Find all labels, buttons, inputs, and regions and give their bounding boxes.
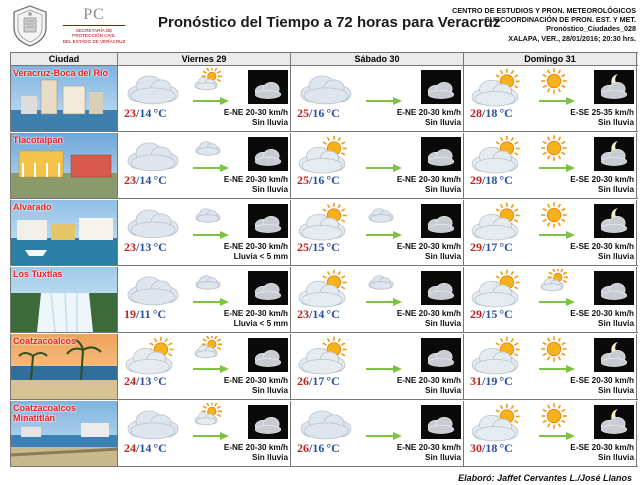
column-header-city: Ciudad	[10, 53, 118, 66]
cloudy-icon	[120, 135, 186, 177]
temp-unit: °C	[499, 374, 513, 388]
temperature-range	[124, 173, 167, 188]
rain-text: Sin lluvia	[598, 385, 634, 395]
temp-unit: °C	[153, 106, 167, 120]
arrow-right-icon	[538, 364, 576, 374]
partly-cloudy-icon	[466, 336, 532, 378]
arrow-right-icon	[192, 163, 230, 173]
arrow-right-icon	[538, 431, 576, 441]
temp-high: 29	[470, 173, 482, 187]
temperature-range	[297, 173, 340, 188]
day-forecast-cell	[118, 401, 291, 466]
temp-unit: °C	[153, 173, 167, 187]
wind-text: E-NE 20-30 km/h	[223, 108, 288, 117]
temp-high: 23	[124, 240, 136, 254]
day-forecast-cell	[118, 200, 291, 265]
night-cloudy-icon	[248, 405, 288, 439]
day-forecast-cell	[291, 267, 464, 332]
arrow-right-icon	[365, 431, 403, 441]
temp-unit: °C	[326, 106, 340, 120]
sun-icon	[538, 202, 570, 228]
wind-rain-info	[224, 175, 288, 194]
partly-cloudy-icon	[293, 336, 359, 378]
rain-text: Sin lluvia	[425, 251, 461, 261]
temp-separator: /	[309, 240, 313, 254]
wind-rain-info	[397, 175, 461, 194]
arrow-right-icon	[192, 297, 230, 307]
wind-text: E-NE 20-30 km/h	[223, 242, 288, 251]
wind-rain-info	[397, 242, 461, 261]
temp-separator: /	[482, 240, 486, 254]
day-forecast-cell	[464, 133, 637, 198]
temp-low: 18	[485, 106, 498, 120]
temperature-range	[297, 106, 340, 121]
night-cloudy-icon	[248, 137, 288, 171]
temp-unit: °C	[326, 173, 340, 187]
wind-text: E-SE 20-30 km/h	[570, 443, 634, 452]
partly-cloudy-icon	[466, 135, 532, 177]
cloudy-icon	[120, 269, 186, 311]
city-row	[10, 401, 638, 467]
night-cloudy-icon	[421, 137, 461, 171]
day-forecast-cell	[464, 200, 637, 265]
city-cell	[10, 334, 118, 399]
temp-low: 15	[485, 307, 498, 321]
temp-unit: °C	[153, 240, 167, 254]
temp-high: 25	[297, 240, 309, 254]
column-header-day1: Viernes 29	[118, 53, 291, 66]
wind-rain-info	[570, 108, 634, 127]
temperature-range	[470, 307, 513, 322]
sun-icon	[538, 403, 570, 429]
cloudy-icon	[365, 269, 397, 295]
day-forecast-cell	[118, 267, 291, 332]
rain-text: Sin lluvia	[252, 452, 288, 462]
wind-rain-info	[224, 108, 288, 127]
day-forecast-cell	[118, 66, 291, 131]
temp-unit: °C	[153, 441, 167, 455]
city-name: Los Tuxtlas	[13, 269, 63, 279]
partly-cloudy-icon	[466, 403, 532, 445]
wind-text: E-NE 20-30 km/h	[396, 242, 461, 251]
page-header	[0, 0, 640, 52]
wind-rain-info	[397, 108, 461, 127]
agency-line-4: XALAPA, VER., 28/01/2016; 20:30 hrs.	[508, 33, 636, 43]
day-forecast-cell	[291, 133, 464, 198]
wind-text: E-SE 20-30 km/h	[570, 376, 634, 385]
partly-cloudy-icon	[293, 202, 359, 244]
arrow-right-icon	[365, 163, 403, 173]
rain-text: Sin lluvia	[252, 117, 288, 127]
rain-text: Sin lluvia	[425, 385, 461, 395]
arrow-right-icon	[192, 364, 230, 374]
agency-logo	[58, 6, 130, 44]
temp-high: 29	[470, 307, 482, 321]
night-moon-cloud-icon	[594, 70, 634, 104]
temp-high: 26	[297, 374, 309, 388]
arrow-right-icon	[538, 230, 576, 240]
temp-low: 17	[485, 240, 498, 254]
wind-rain-info	[397, 309, 461, 328]
temp-high: 23	[297, 307, 309, 321]
sun-icon	[538, 336, 570, 362]
night-cloudy-icon	[248, 204, 288, 238]
temp-unit: °C	[326, 441, 340, 455]
temp-low: 14	[139, 441, 152, 455]
cloudy-icon	[120, 403, 186, 445]
day-forecast-cell	[291, 401, 464, 466]
rain-text: Sin lluvia	[252, 385, 288, 395]
temp-separator: /	[482, 374, 486, 388]
temp-separator: /	[136, 374, 140, 388]
temperature-range	[297, 374, 340, 389]
partly-cloudy-icon	[120, 336, 186, 378]
agency-line-3: Pronóstico_Ciudades_028	[546, 24, 636, 34]
temp-low: 19	[485, 374, 498, 388]
wind-text: E-SE 20-30 km/h	[570, 242, 634, 251]
arrow-right-icon	[538, 96, 576, 106]
arrow-right-icon	[365, 297, 403, 307]
night-cloudy-icon	[421, 338, 461, 372]
temp-high: 26	[297, 441, 309, 455]
temp-separator: /	[482, 307, 486, 321]
temp-low: 16	[312, 173, 325, 187]
rain-text: Sin lluvia	[252, 184, 288, 194]
partly-cloudy-icon	[466, 269, 532, 311]
wind-text: E-NE 20-30 km/h	[396, 108, 461, 117]
temp-separator: /	[136, 307, 140, 321]
cloudy-icon	[192, 202, 224, 228]
night-moon-cloud-icon	[594, 405, 634, 439]
wind-rain-info	[570, 309, 634, 328]
forecast-table	[10, 52, 638, 470]
wind-text: E-NE 20-30 km/h	[223, 309, 288, 318]
city-cell	[10, 200, 118, 265]
temp-high: 28	[470, 106, 482, 120]
city-name: Tlacotalpan	[13, 135, 64, 145]
wind-text: E-NE 20-30 km/h	[396, 309, 461, 318]
sun-icon	[538, 68, 570, 94]
temp-unit: °C	[326, 307, 340, 321]
agency-line-2: SUBCOORDINACIÓN DE PRON. EST. Y MET.	[484, 15, 636, 25]
cloudy-icon	[120, 202, 186, 244]
cloudy-icon	[120, 68, 186, 110]
temp-separator: /	[309, 307, 313, 321]
temp-low: 16	[312, 441, 325, 455]
temp-low: 13	[139, 240, 152, 254]
wind-rain-info	[224, 376, 288, 395]
partly-cloudy-icon	[466, 68, 532, 110]
sun-icon	[538, 135, 570, 161]
temp-high: 24	[124, 374, 136, 388]
partly-cloudy-icon	[466, 202, 532, 244]
logo-sub-2: PROTECCIÓN CIVIL	[72, 33, 116, 39]
temp-separator: /	[309, 173, 313, 187]
cloudy-icon	[192, 269, 224, 295]
rain-text: Sin lluvia	[598, 318, 634, 328]
temp-separator: /	[136, 240, 140, 254]
night-moon-cloud-icon	[594, 204, 634, 238]
cloudy-icon	[293, 68, 359, 110]
temp-high: 29	[470, 240, 482, 254]
wind-rain-info	[224, 309, 288, 328]
logo-sub-3: DEL ESTADO DE VERACRUZ	[62, 38, 126, 44]
city-cell	[10, 267, 118, 332]
temperature-range	[297, 240, 340, 255]
temp-low: 14	[139, 173, 152, 187]
temperature-range	[124, 240, 167, 255]
temperature-range	[124, 106, 167, 121]
day-forecast-cell	[291, 66, 464, 131]
temp-high: 23	[124, 173, 136, 187]
wind-text: E-SE 20-30 km/h	[570, 309, 634, 318]
wind-rain-info	[570, 376, 634, 395]
temp-high: 30	[470, 441, 482, 455]
city-row	[10, 66, 638, 132]
arrow-right-icon	[538, 297, 576, 307]
temp-high: 19	[124, 307, 136, 321]
wind-rain-info	[570, 443, 634, 462]
logo-pc-text: PC	[83, 6, 105, 23]
temperature-range	[124, 441, 167, 456]
partly-cloudy-icon	[538, 269, 570, 295]
wind-text: E-SE 25-35 km/h	[570, 108, 634, 117]
day-forecast-cell	[464, 66, 637, 131]
cloudy-icon	[192, 135, 224, 161]
city-name: Coatzacoalcos Minatitlán	[13, 403, 77, 423]
logo-sub-1: SECRETARÍA DE	[75, 28, 113, 33]
city-name: Alvarado	[13, 202, 52, 212]
wind-text: E-SE 20-30 km/h	[570, 175, 634, 184]
temp-high: 25	[297, 173, 309, 187]
temperature-range	[470, 374, 513, 389]
footer-credit: Elaboró: Jaffet Cervantes L./José Llanos	[458, 473, 632, 483]
arrow-right-icon	[365, 364, 403, 374]
rain-text: Sin lluvia	[598, 117, 634, 127]
temp-high: 31	[470, 374, 482, 388]
temperature-range	[470, 106, 513, 121]
night-moon-cloud-icon	[594, 137, 634, 171]
day-forecast-cell	[291, 334, 464, 399]
agency-line-1: CENTRO DE ESTUDIOS Y PRON. METEOROLÓGICOS	[452, 6, 636, 15]
wind-rain-info	[397, 443, 461, 462]
night-cloudy-icon	[421, 70, 461, 104]
temp-separator: /	[136, 173, 140, 187]
rain-text: Sin lluvia	[425, 184, 461, 194]
temp-low: 17	[312, 374, 325, 388]
rain-text: Sin lluvia	[598, 251, 634, 261]
column-header-day3: Domingo 31	[464, 53, 637, 66]
city-row	[10, 334, 638, 400]
temp-low: 18	[485, 173, 498, 187]
partly-cloudy-icon	[192, 403, 224, 429]
day-forecast-cell	[291, 200, 464, 265]
temp-unit: °C	[499, 441, 513, 455]
temp-low: 14	[312, 307, 325, 321]
wind-text: E-NE 20-30 km/h	[396, 376, 461, 385]
temperature-range	[470, 240, 513, 255]
night-cloudy-icon	[248, 338, 288, 372]
column-header-day2: Sábado 30	[291, 53, 464, 66]
temp-unit: °C	[499, 106, 513, 120]
wind-text: E-NE 20-30 km/h	[223, 443, 288, 452]
arrow-right-icon	[192, 230, 230, 240]
wind-text: E-NE 20-30 km/h	[223, 376, 288, 385]
wind-text: E-NE 20-30 km/h	[396, 175, 461, 184]
rain-text: Sin lluvia	[598, 184, 634, 194]
temp-unit: °C	[152, 307, 167, 321]
wind-rain-info	[397, 376, 461, 395]
cloudy-icon	[293, 403, 359, 445]
temperature-range	[124, 307, 166, 322]
wind-rain-info	[570, 242, 634, 261]
temp-unit: °C	[326, 374, 340, 388]
day-forecast-cell	[464, 401, 637, 466]
city-cell	[10, 66, 118, 131]
rain-text: Lluvia < 5 mm	[233, 318, 288, 328]
table-header	[10, 52, 638, 66]
night-cloudy-icon	[594, 271, 634, 305]
temp-low: 13	[139, 374, 152, 388]
state-seal-icon	[10, 4, 50, 48]
city-row	[10, 200, 638, 266]
temperature-range	[124, 374, 167, 389]
temp-unit: °C	[499, 173, 513, 187]
arrow-right-icon	[538, 163, 576, 173]
temperature-range	[470, 441, 513, 456]
temp-unit: °C	[499, 240, 513, 254]
partly-cloudy-icon	[293, 135, 359, 177]
city-cell	[10, 133, 118, 198]
day-forecast-cell	[118, 133, 291, 198]
rain-text: Sin lluvia	[425, 318, 461, 328]
temp-separator: /	[482, 441, 486, 455]
night-cloudy-icon	[421, 405, 461, 439]
temp-unit: °C	[326, 240, 340, 254]
city-name: Coatzacoalcos	[13, 336, 77, 346]
arrow-right-icon	[365, 230, 403, 240]
arrow-right-icon	[365, 96, 403, 106]
day-forecast-cell	[464, 267, 637, 332]
partly-cloudy-icon	[192, 68, 224, 94]
temp-unit: °C	[153, 374, 167, 388]
agency-info	[426, 6, 636, 43]
cloudy-icon	[365, 202, 397, 228]
rain-text: Sin lluvia	[598, 452, 634, 462]
rain-text: Lluvia < 5 mm	[233, 251, 288, 261]
temp-low: 18	[485, 441, 498, 455]
night-cloudy-icon	[248, 271, 288, 305]
city-row	[10, 133, 638, 199]
day-forecast-cell	[118, 334, 291, 399]
wind-text: E-NE 20-30 km/h	[223, 175, 288, 184]
day-forecast-cell	[464, 334, 637, 399]
temp-low: 16	[312, 106, 325, 120]
city-row	[10, 267, 638, 333]
temp-low: 11	[139, 307, 151, 321]
temp-unit: °C	[499, 307, 513, 321]
temp-separator: /	[482, 106, 486, 120]
temp-high: 24	[124, 441, 136, 455]
temp-separator: /	[309, 106, 313, 120]
partly-cloudy-icon	[293, 269, 359, 311]
arrow-right-icon	[192, 96, 230, 106]
night-cloudy-icon	[421, 271, 461, 305]
city-cell	[10, 401, 118, 466]
temp-separator: /	[136, 106, 140, 120]
temperature-range	[297, 307, 340, 322]
temp-high: 23	[124, 106, 136, 120]
arrow-right-icon	[192, 431, 230, 441]
night-cloudy-icon	[421, 204, 461, 238]
temp-high: 25	[297, 106, 309, 120]
city-name: Veracruz-Boca del Río	[13, 68, 109, 78]
temp-low: 15	[312, 240, 325, 254]
rain-text: Sin lluvia	[425, 452, 461, 462]
temperature-range	[297, 441, 340, 456]
wind-rain-info	[224, 242, 288, 261]
wind-rain-info	[570, 175, 634, 194]
wind-rain-info	[224, 443, 288, 462]
temp-separator: /	[309, 441, 313, 455]
temperature-range	[470, 173, 513, 188]
night-cloudy-icon	[248, 70, 288, 104]
temp-separator: /	[482, 173, 486, 187]
wind-text: E-NE 20-30 km/h	[396, 443, 461, 452]
logo-rule	[63, 25, 125, 26]
temp-separator: /	[309, 374, 313, 388]
partly-cloudy-icon	[192, 336, 224, 362]
temp-low: 14	[139, 106, 152, 120]
rain-text: Sin lluvia	[425, 117, 461, 127]
page-title: Pronóstico del Tiempo a 72 horas para Veracruz	[158, 14, 501, 31]
night-moon-cloud-icon	[594, 338, 634, 372]
temp-separator: /	[136, 441, 140, 455]
